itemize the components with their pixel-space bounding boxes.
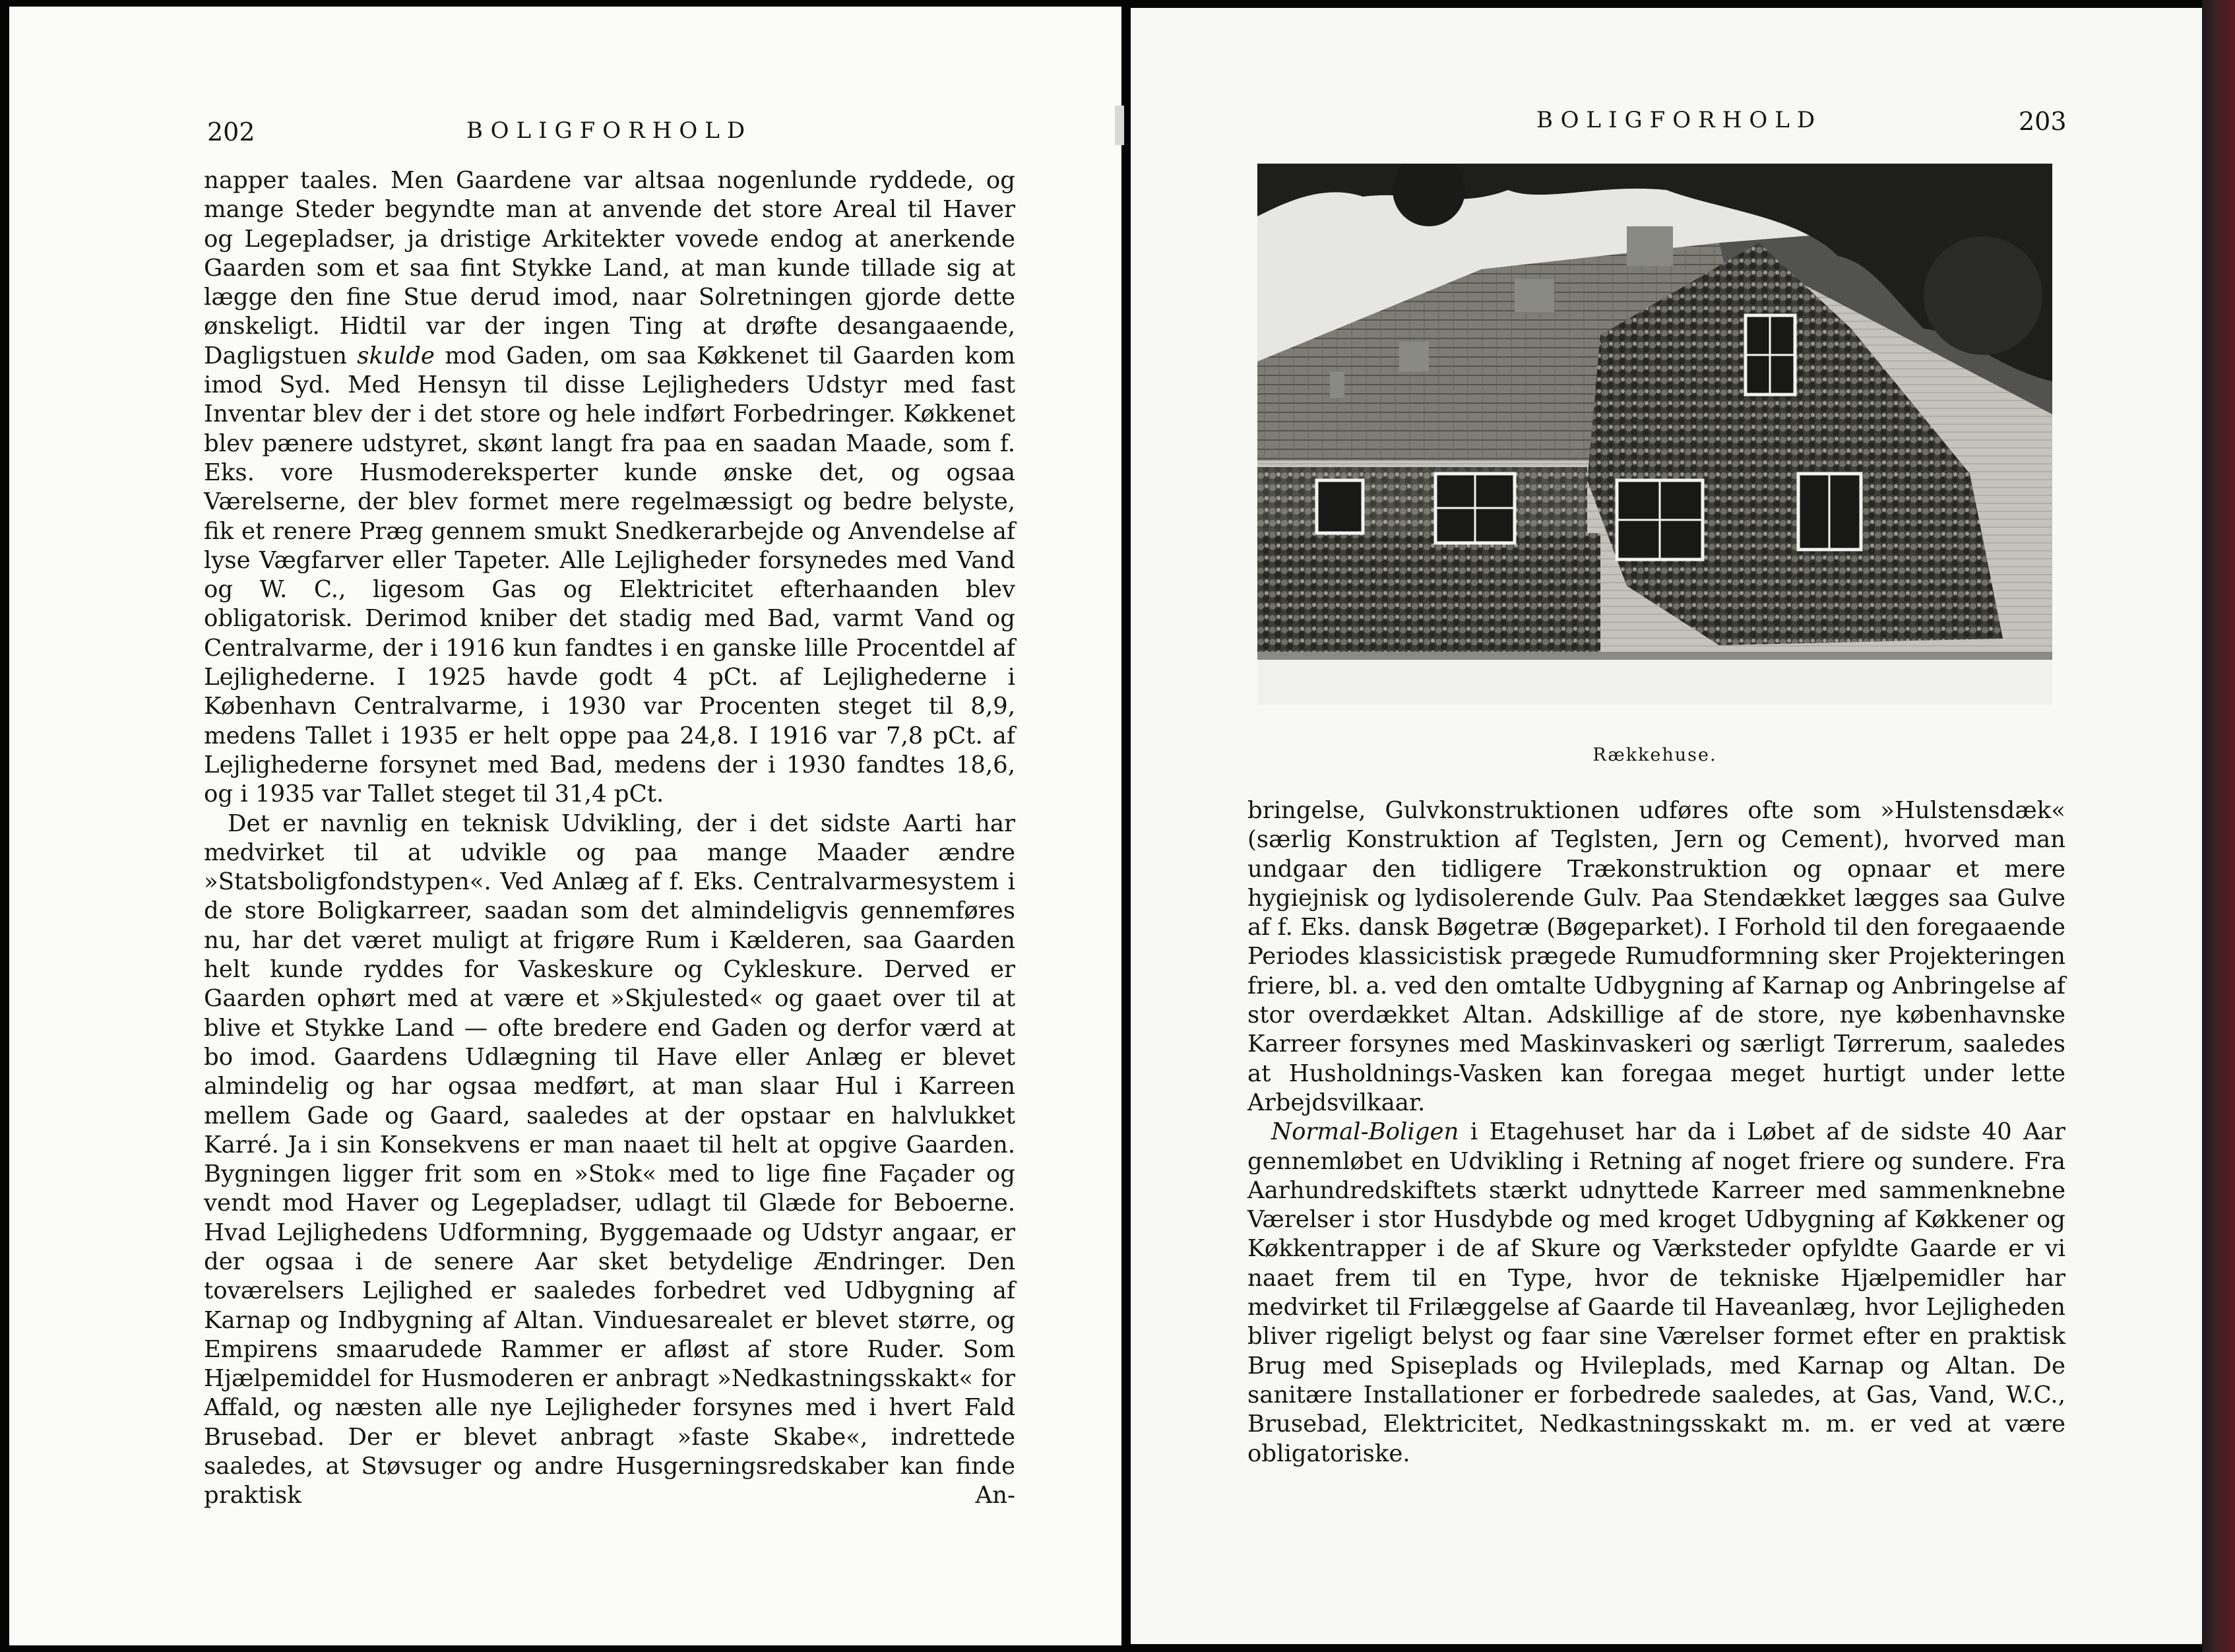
paragraph-text: i Etagehuset har da i Løbet af de sidste 40 Aar gennemløbet en Udvikling i Retning af noget friere og sundere. Fra Aarhundredskiftets stærkt udnyttede Karreer med sammenknebne Værelser i stor Husdybde og med kroget Udbygning af Køkkener og Køkkentrapper i de af Skure og Værksteder opfyldte Gaarde er vi naaet frem til en Type, hvor de tekniske Hjælpemidler har medvirket til Frilæggelse af Gaarde til Haveanlæg, hvor Lejligheden bliver rigeligt belyst og faar sine Værelser formet efter en praktisk Brug med Spiseplads og Hvileplads, med Karnap og Altan. De sanitære Installationer er forbedrede saaledes, at Gas, Vand, W.C., Brusebad, Elektricitet, Nedkastningsskakt m. m. er ved at være obligatoriske. <box>1247 1118 2065 1467</box>
paragraph: Det er navnlig en teknisk Udvikling, der i det sidste Aarti har medvirket til at udvikle og paa mange Maader ændre »Statsboligfondstypen«. Ved Anlæg af f. Eks. Centralvarmesystem i de store Boligkarreer, saadan som det almindeligvis gennemføres nu, har det været muligt at frigøre Rum i Kælderen, saa Gaarden helt kunde ryddes for Vaskeskure og Cykleskure. Derved er Gaarden ophørt med at være et »Skjulested« og gaaet over til at blive et Stykke Land — ofte bredere end Gaden og derfor værd at bo imod. Gaardens Udlægning til Have eller Anlæg er blevet almindelig og har ogsaa medført, at man slaar Hul i Karreen mellem Gade og Gaard, saaledes at der opstaar en halvlukket Karré. Ja i sin Konsekvens er man naaet til helt at opgive Gaarden. Bygningen ligger frit som en »Stok« med to lige fine Façader og vendt mod Haver og Legepladser, udlagt til Glæde for Beboerne. Hvad Lejlighedens Udformning, Byggemaade og Udstyr angaar, er der ogsaa i de senere Aar sket betydelige Ændringer. Den toværelsers Lejlighed er saaledes forbedret ved Udbygning af Karnap og Indbygning af Altan. Vinduesarealet er blevet større, og Empirens smaarudede Rammer er afløst af store Ruder. Som Hjælpemiddel for Husmoderen er anbragt »Nedkastningsskakt« for Affald, og næsten alle nye Lejligheder forsynes med i hvert Fald Brusebad. Der er blevet anbragt »faste Skabe«, indrettede saaledes, at Støvsuger og andre Husgerningsredskaber kan finde praktisk An- <box>204 810 1015 1509</box>
page-number: 203 <box>2019 107 2067 136</box>
running-head: BOLIGFORHOLD <box>1536 107 1823 133</box>
body-text <box>204 166 1015 1511</box>
paragraph: napper taales. Men Gaardene var altsaa nogenlunde ryddede, og mange Steder begyndte man at anvende det store Areal til Haver og Legepladser, ja dristige Arkitekter vovede endog at anerkende Gaarden som et saa fint Stykke Land, at man kunde tillade sig at lægge den fine Stue derud imod, naar Solretningen gjorde dette ønskeligt. Hidtil var der ingen Ting at drøfte desangaaende, Dagligstuen skulde mod Gaden, om saa Køkkenet til Gaarden kom imod Syd. Med Hensyn til disse Lejligheders Udstyr med fast Inventar blev der i det store og hele indført Forbedringer. Køkkenet blev pænere udstyret, skønt langt fra paa en saadan Maade, som f. Eks. vore Husmodereksperter kunde ønske det, og ogsaa Værelserne, der blev formet mere regelmæssigt og bedre belyste, fik et renere Præg gennem smukt Snedkerarbejde og Anvendelse af lyse Vægfarver eller Tapeter. Alle Lejligheder forsynedes med Vand og W. C., ligesom Gas og Elektricitet efterhaanden blev obligatorisk. Derimod kniber det stadig med Bad, varmt Vand og Centralvarme, der i 1916 kun fandtes i en ganske lille Procentdel af Lejlighederne. I 1925 havde godt 4 pCt. af Lejlighederne i København Centralvarme, i 1930 var Procenten steget til 8,9, medens Tallet i 1935 er helt oppe paa 24,8. I 1916 var 7,8 pCt. af Lejlighederne forsynet med Bad, medens der i 1930 fandtes 18,6, og i 1935 var Tallet steget til 31,4 pCt. <box>204 167 1015 808</box>
paragraph: bringelse, Gulvkonstruktionen udføres ofte som »Hulstensdæk« (særlig Konstruktion af Teglsten, Jern og Cement), hvorved man undgaar den tidligere Trækonstruktion og opnaar et mere hygiejnisk og lydisolerende Gulv. Paa Stendækket lægges saa Gulve af f. Eks. dansk Bøgetræ (Bøgeparket). I Forhold til den foregaaende Periodes klassicistisk prægede Rumudformning sker Projekteringen friere, bl. a. ved den omtalte Udbygning af Karnap og Anbringelse af stor overdækket Altan. Adskillige af de store, nye københavnske Karreer forsynes med Maskinvaskeri og særligt Tørrerum, saaledes at Husholdnings-Vasken kan foregaa meget hurtigt under lette Arbejdsvilkaar. <box>1247 797 2065 1116</box>
photo-caption: Rækkehuse. <box>1592 745 1717 765</box>
paragraph <box>1247 1118 2065 1469</box>
gutter-mark <box>1115 106 1124 145</box>
emphasis-word: skulde <box>357 342 435 369</box>
body-text <box>1247 796 2065 1469</box>
right-page <box>1131 8 2202 1644</box>
left-page <box>9 7 1121 1645</box>
row-houses-photo <box>1257 164 2052 705</box>
book-edge <box>2202 0 2235 1652</box>
page-number: 202 <box>207 117 255 146</box>
running-head: BOLIGFORHOLD <box>466 117 753 144</box>
emphasis-lead: Normal-Boligen <box>1271 1118 1459 1146</box>
